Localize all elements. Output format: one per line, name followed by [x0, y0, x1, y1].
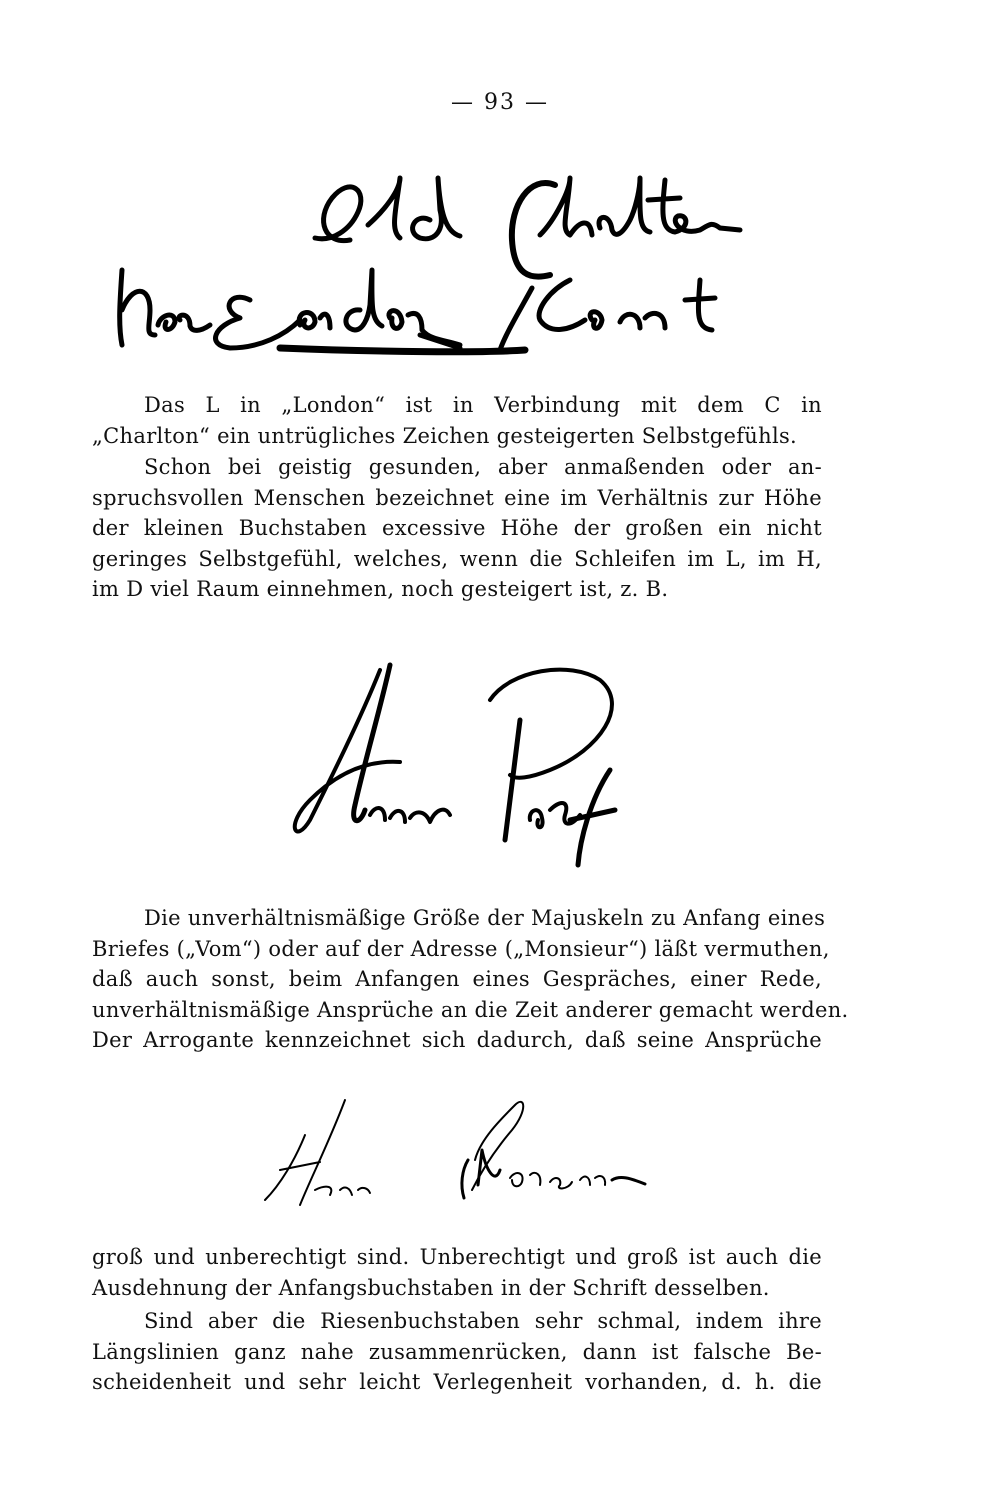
paragraph-line: unverhältnismäßige Ansprüche an die Zeit anderer gemacht werden. — [92, 997, 849, 1022]
handwriting-specimen-3-image — [250, 1090, 670, 1220]
paragraph-line: Ausdehnung der Anfangsbuchstaben in der Schrift desselben. — [92, 1275, 770, 1300]
paragraph-line: der kleinen Buchstaben excessive Höhe der großen ein nicht — [92, 516, 822, 540]
paragraph-line: Sind aber die Riesenbuchstaben sehr schmal, indem ihre — [144, 1309, 822, 1333]
paragraph-line: Briefes („Vom“) oder auf der Adresse („Monsieur“) läßt vermuthen, — [92, 936, 830, 961]
paragraph-line: „Charlton“ ein untrügliches Zeichen gesteigerten Selbstgefühls. — [92, 423, 798, 448]
paragraph-line: Das L in „London“ ist in Verbindung mit dem C in — [144, 393, 822, 417]
handwriting-specimen-herrn-monsieur — [250, 1090, 670, 1220]
paragraph-line: Längslinien ganz nahe zusammenrücken, dann ist falsche Be- — [92, 1339, 822, 1364]
page-number: — 93 — — [451, 90, 549, 115]
paragraph-line: Die unverhältnismäßige Größe der Majuskeln zu Anfang eines — [144, 906, 826, 930]
handwriting-specimen-old-charlton — [100, 150, 820, 360]
paragraph-line: spruchsvollen Menschen bezeichnet eine im Verhältnis zur Höhe — [92, 485, 822, 510]
paragraph-1 — [92, 390, 822, 451]
paragraph-line: daß auch sonst, beim Anfangen eines Gespräches, einer Rede, — [92, 967, 822, 991]
paragraph-line: scheidenheit und sehr leicht Verlegenheit vorhanden, d. h. die — [92, 1370, 822, 1394]
paragraph-line: groß und unberechtigt sind. Unberechtigt und groß ist auch die — [92, 1245, 822, 1269]
paragraph-line: im D viel Raum einnehmen, noch gesteigert ist, z. B. — [92, 577, 669, 601]
paragraph-4 — [92, 1242, 822, 1303]
handwriting-specimen-herr-prof — [270, 650, 650, 880]
paragraph-line: geringes Selbstgefühl, welches, wenn die Schleifen im L, im H, — [92, 546, 822, 571]
handwriting-specimen-1-image — [100, 150, 820, 360]
paragraph-line: Der Arrogante kennzeichnet sich dadurch, daß seine Ansprüche — [92, 1028, 822, 1052]
paragraph-2 — [92, 452, 822, 605]
paragraph-5 — [92, 1306, 822, 1398]
paragraph-3 — [92, 903, 849, 1056]
paragraph-line: Schon bei geistig gesunden, aber anmaßenden oder an- — [144, 455, 822, 479]
handwriting-specimen-2-image — [270, 650, 650, 880]
